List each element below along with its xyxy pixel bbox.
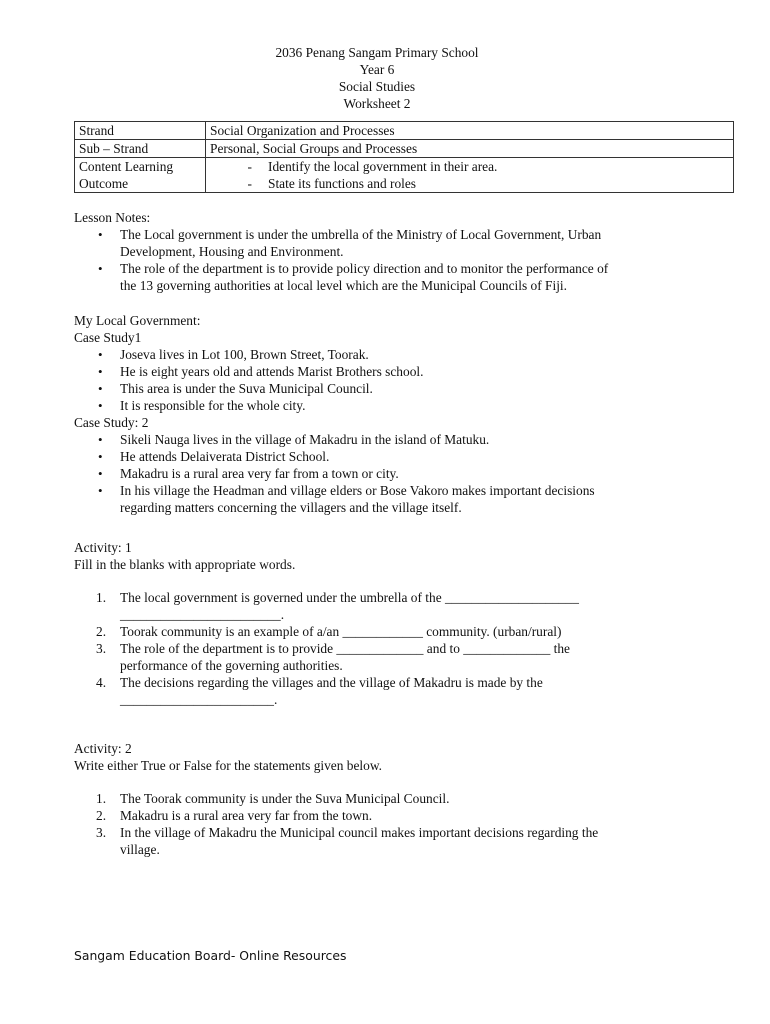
question-text: ________________________. bbox=[120, 607, 285, 622]
list-item-text: Development, Housing and Environment. bbox=[120, 244, 344, 259]
page-footer: Sangam Education Board- Online Resources bbox=[74, 948, 347, 963]
question-item: 2. Makadru is a rural area very far from the town. bbox=[74, 807, 694, 824]
list-item-text: regarding matters concerning the villagers and the village itself. bbox=[120, 500, 462, 515]
activity-2-instruction: Write either True or False for the statements given below. bbox=[74, 758, 382, 773]
substrand-label: Sub – Strand bbox=[75, 140, 206, 158]
list-item-text: • The Local government is under the umbrella of the Ministry of Local Government, Urban bbox=[120, 227, 602, 242]
question-item: 4. The decisions regarding the villages and the village of Makadru is made by the _______________________. bbox=[74, 674, 694, 708]
question-text: performance of the governing authorities. bbox=[120, 658, 343, 673]
local-government-section bbox=[74, 312, 694, 516]
list-item: • Makadru is a rural area very far from a town or city. bbox=[74, 465, 694, 482]
question-text: The role of the department is to provide _____________ and to _____________ the bbox=[120, 641, 570, 656]
question-item: 1. The Toorak community is under the Suva Municipal Council. bbox=[74, 790, 694, 807]
outcome-value bbox=[206, 158, 734, 193]
list-item-text: • In his village the Headman and village elders or Bose Vakoro makes important decisions bbox=[120, 483, 595, 498]
list-item: • He attends Delaiverata District School. bbox=[74, 448, 694, 465]
outcome-text: State its functions and roles bbox=[268, 176, 417, 191]
list-item: • Sikeli Nauga lives in the village of Makadru in the island of Matuku. bbox=[74, 431, 694, 448]
outcome-text: Identify the local government in their area. bbox=[268, 159, 498, 174]
list-item: • He is eight years old and attends Marist Brothers school. bbox=[74, 363, 694, 380]
list-item-text: • The role of the department is to provide policy direction and to monitor the performance of bbox=[120, 261, 609, 276]
list-item: • This area is under the Suva Municipal Council. bbox=[74, 380, 694, 397]
question-text: In the village of Makadru the Municipal council makes important decisions regarding the bbox=[120, 825, 599, 840]
activity-2-title: Activity: 2 bbox=[74, 741, 132, 756]
lesson-notes-title: Lesson Notes: bbox=[74, 210, 151, 225]
strand-row bbox=[75, 122, 734, 140]
question-text: Toorak community is an example of a/an ____________ community. (urban/rural) bbox=[120, 624, 562, 639]
school-name: 2036 Penang Sangam Primary School bbox=[275, 45, 479, 60]
outcome-row bbox=[75, 158, 734, 193]
curriculum-table bbox=[74, 121, 734, 193]
question-item: 3. In the village of Makadru the Municipal council makes important decisions regarding the village. bbox=[74, 824, 694, 858]
case-study-2-title: Case Study: 2 bbox=[74, 415, 149, 430]
outcome-label-line-1: Content Learning bbox=[79, 159, 174, 174]
list-item-text: the 13 governing authorities at local level which are the Municipal Councils of Fiji. bbox=[120, 278, 567, 293]
activity-2-questions bbox=[74, 790, 694, 858]
outcome-item: - Identify the local government in their area. bbox=[247, 159, 498, 174]
question-text: _______________________. bbox=[120, 692, 278, 707]
list-item: • Joseva lives in Lot 100, Brown Street, Toorak. bbox=[74, 346, 694, 363]
outcome-label bbox=[75, 158, 206, 193]
strand-value: Social Organization and Processes bbox=[206, 122, 734, 140]
activity-1-questions bbox=[74, 589, 694, 708]
case-study-1-title: Case Study1 bbox=[74, 330, 142, 345]
list-item: • It is responsible for the whole city. bbox=[74, 397, 694, 414]
question-text: Makadru is a rural area very far from the town. bbox=[120, 808, 373, 823]
activity-2 bbox=[74, 740, 694, 774]
year-level: Year 6 bbox=[359, 62, 395, 77]
activity-1 bbox=[74, 539, 694, 573]
substrand-row bbox=[75, 140, 734, 158]
list-item bbox=[74, 260, 694, 294]
outcome-item: - State its functions and roles bbox=[247, 176, 417, 191]
outcome-label-line-2: Outcome bbox=[79, 176, 129, 191]
worksheet-header bbox=[0, 44, 754, 112]
lesson-notes bbox=[74, 209, 694, 294]
subject-name: Social Studies bbox=[338, 79, 416, 94]
activity-1-title: Activity: 1 bbox=[74, 540, 132, 555]
question-text: The Toorak community is under the Suva Municipal Council. bbox=[120, 791, 450, 806]
list-item bbox=[74, 482, 694, 516]
substrand-value: Personal, Social Groups and Processes bbox=[206, 140, 734, 158]
question-item: 2. Toorak community is an example of a/an ____________ community. (urban/rural) bbox=[74, 623, 694, 640]
question-item: 1. The local government is governed under the umbrella of the ____________________ ________________________. bbox=[74, 589, 694, 623]
activity-1-instruction: Fill in the blanks with appropriate words. bbox=[74, 557, 296, 572]
list-item bbox=[74, 226, 694, 260]
question-item: 3. The role of the department is to provide _____________ and to _____________ the performance of the governing authorities. bbox=[74, 640, 694, 674]
question-text: village. bbox=[120, 842, 160, 857]
question-text: The decisions regarding the villages and the village of Makadru is made by the bbox=[120, 675, 543, 690]
worksheet-number: Worksheet 2 bbox=[343, 96, 411, 111]
section-title: My Local Government: bbox=[74, 313, 201, 328]
question-text: The local government is governed under the umbrella of the ____________________ bbox=[120, 590, 579, 605]
strand-label: Strand bbox=[75, 122, 206, 140]
